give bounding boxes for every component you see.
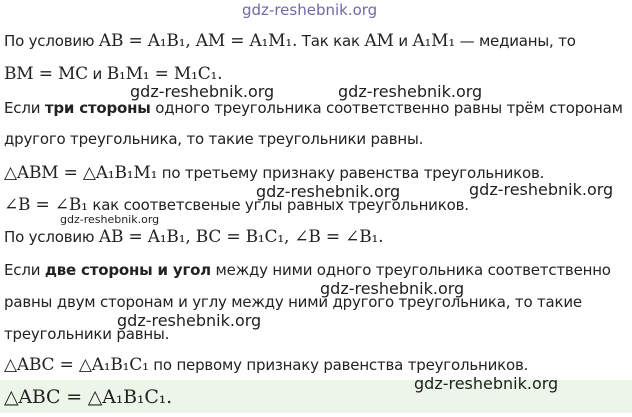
watermark-1: gdz-reshebnik.org <box>130 82 275 101</box>
watermark-top: gdz-reshebnik.org <box>242 1 378 19</box>
line-10: треугольники равны. <box>4 325 170 343</box>
line-9: равны двум сторонам и углу между ними другого треугольника, то такие <box>4 293 582 311</box>
line-8: Если две стороны и угол между ними одного треугольника соответственно <box>4 261 611 279</box>
watermark-6: gdz-reshebnik.org <box>320 279 465 298</box>
line-1: По условию AB = A₁B₁, AM = A₁M₁. Так как AM и A₁M₁ — медианы, то <box>4 31 576 51</box>
line-11: △ABC = △A₁B₁C₁ по первому признаку равенства треугольников. <box>4 355 529 375</box>
watermark-8: gdz-reshebnik.org <box>414 374 559 393</box>
line-4: другого треугольника, то такие треугольники равны. <box>4 130 424 148</box>
line-6: ∠B = ∠B₁ как соответсвеные углы равных треугольников. <box>4 195 469 215</box>
watermark-3: gdz-reshebnik.org <box>256 182 401 201</box>
line-12-answer: △ABC = △A₁B₁C₁. <box>4 386 172 408</box>
watermark-2: gdz-reshebnik.org <box>338 82 483 101</box>
line-3: Если три стороны одного треугольника соответственно равны трём сторонам <box>4 99 623 117</box>
watermark-7: gdz-reshebnik.org <box>117 311 262 330</box>
watermark-4: gdz-reshebnik.org <box>469 180 614 199</box>
line-5: △ABM = △A₁B₁M₁ по третьему признаку равенства треугольников. <box>4 163 545 183</box>
line-7: По условию AB = A₁B₁, BC = B₁C₁, ∠B = ∠B₁. <box>4 227 384 247</box>
line-2: BM = MC и B₁M₁ = M₁C₁. <box>4 64 223 84</box>
watermark-5: gdz-reshebnik.org <box>60 213 160 226</box>
